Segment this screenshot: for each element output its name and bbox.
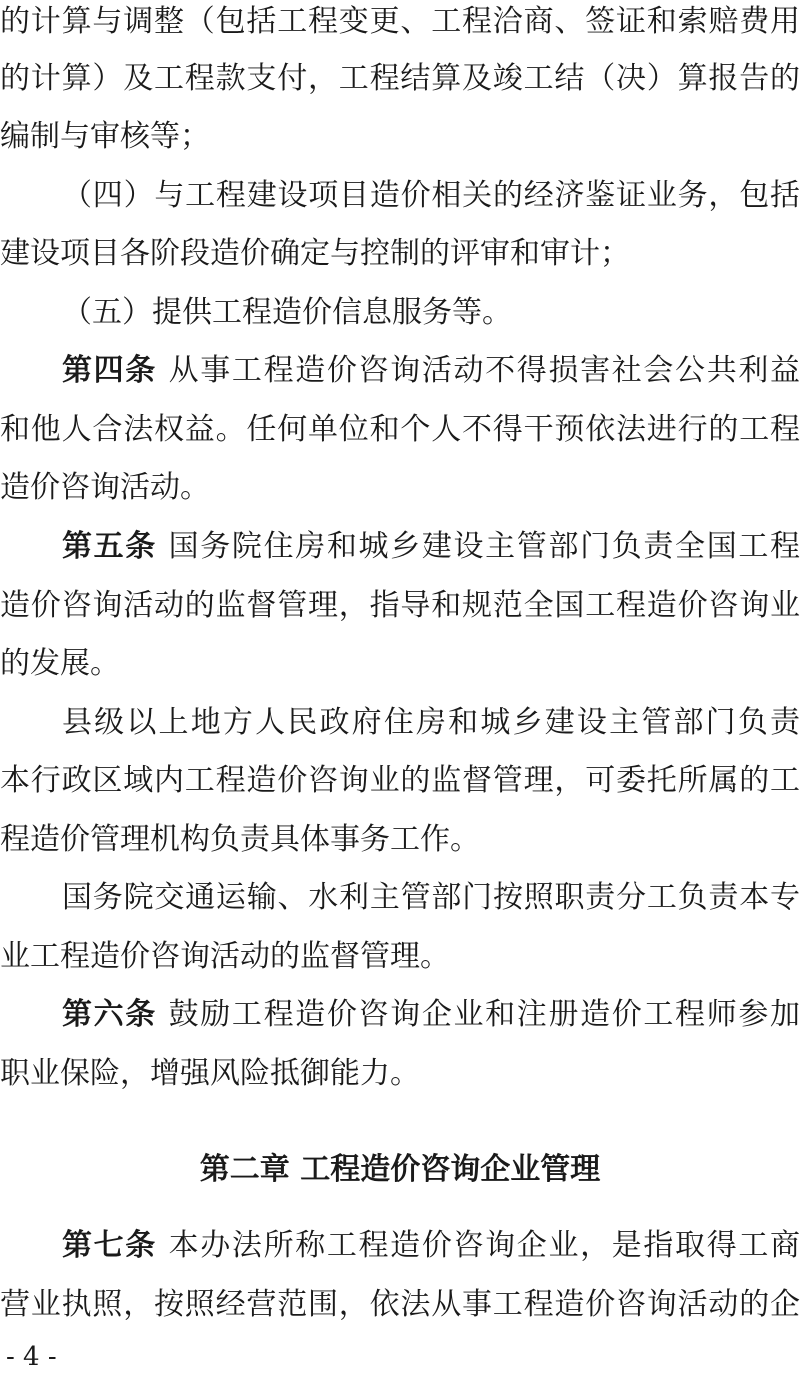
text-line: 业工程造价咨询活动的监督管理。 — [0, 939, 450, 974]
article-label: 第六条 — [62, 997, 157, 1032]
text-line: 鼓励工程造价咨询企业和注册造价工程师参加 — [166, 997, 800, 1032]
article-label: 第四条 — [62, 353, 157, 388]
text-line: 的计算）及工程款支付，工程结算及竣工结（决）算报告的 — [0, 61, 800, 96]
text-line: 建设项目各阶段造价确定与控制的评审和审计； — [0, 236, 630, 271]
text-line: 编制与审核等； — [0, 119, 210, 154]
article-4-first-line — [0, 351, 800, 391]
article-5-first-line — [0, 527, 800, 567]
text-line: 和他人合法权益。任何单位和个人不得干预依法进行的工程 — [0, 412, 800, 447]
text-line: （五）提供工程造价信息服务等。 — [62, 295, 512, 330]
chapter-heading: 第二章 工程造价咨询企业管理 — [199, 1152, 601, 1187]
article-7-first-line — [0, 1226, 800, 1266]
text-line: （四）与工程建设项目造价相关的经济鉴证业务，包括 — [62, 178, 800, 213]
page-number: - 4 - — [6, 1342, 57, 1372]
text-line: 职业保险，增强风险抵御能力。 — [0, 1056, 420, 1091]
text-line: 造价咨询活动的监督管理，指导和规范全国工程造价咨询业 — [0, 588, 800, 623]
article-label: 第五条 — [62, 529, 157, 564]
text-line: 造价咨询活动。 — [0, 470, 210, 505]
text-line: 国务院住房和城乡建设主管部门负责全国工程 — [166, 529, 800, 564]
text-line: 本行政区域内工程造价咨询业的监督管理，可委托所属的工 — [0, 763, 800, 798]
text-line: 营业执照，按照经营范围，依法从事工程造价咨询活动的企 — [0, 1287, 800, 1322]
text-line: 的计算与调整（包括工程变更、工程洽商、签证和索赔费用 — [0, 4, 800, 39]
text-line: 从事工程造价咨询活动不得损害社会公共利益 — [166, 353, 800, 388]
text-line: 程造价管理机构负责具体事务工作。 — [0, 822, 480, 857]
article-label: 第七条 — [62, 1228, 157, 1263]
article-6-first-line — [0, 995, 800, 1035]
text-line: 本办法所称工程造价咨询企业，是指取得工商 — [166, 1228, 800, 1263]
text-line: 的发展。 — [0, 646, 120, 681]
text-line: 国务院交通运输、水利主管部门按照职责分工负责本专 — [62, 880, 800, 915]
text-line: 县级以上地方人民政府住房和城乡建设主管部门负责 — [62, 705, 800, 740]
